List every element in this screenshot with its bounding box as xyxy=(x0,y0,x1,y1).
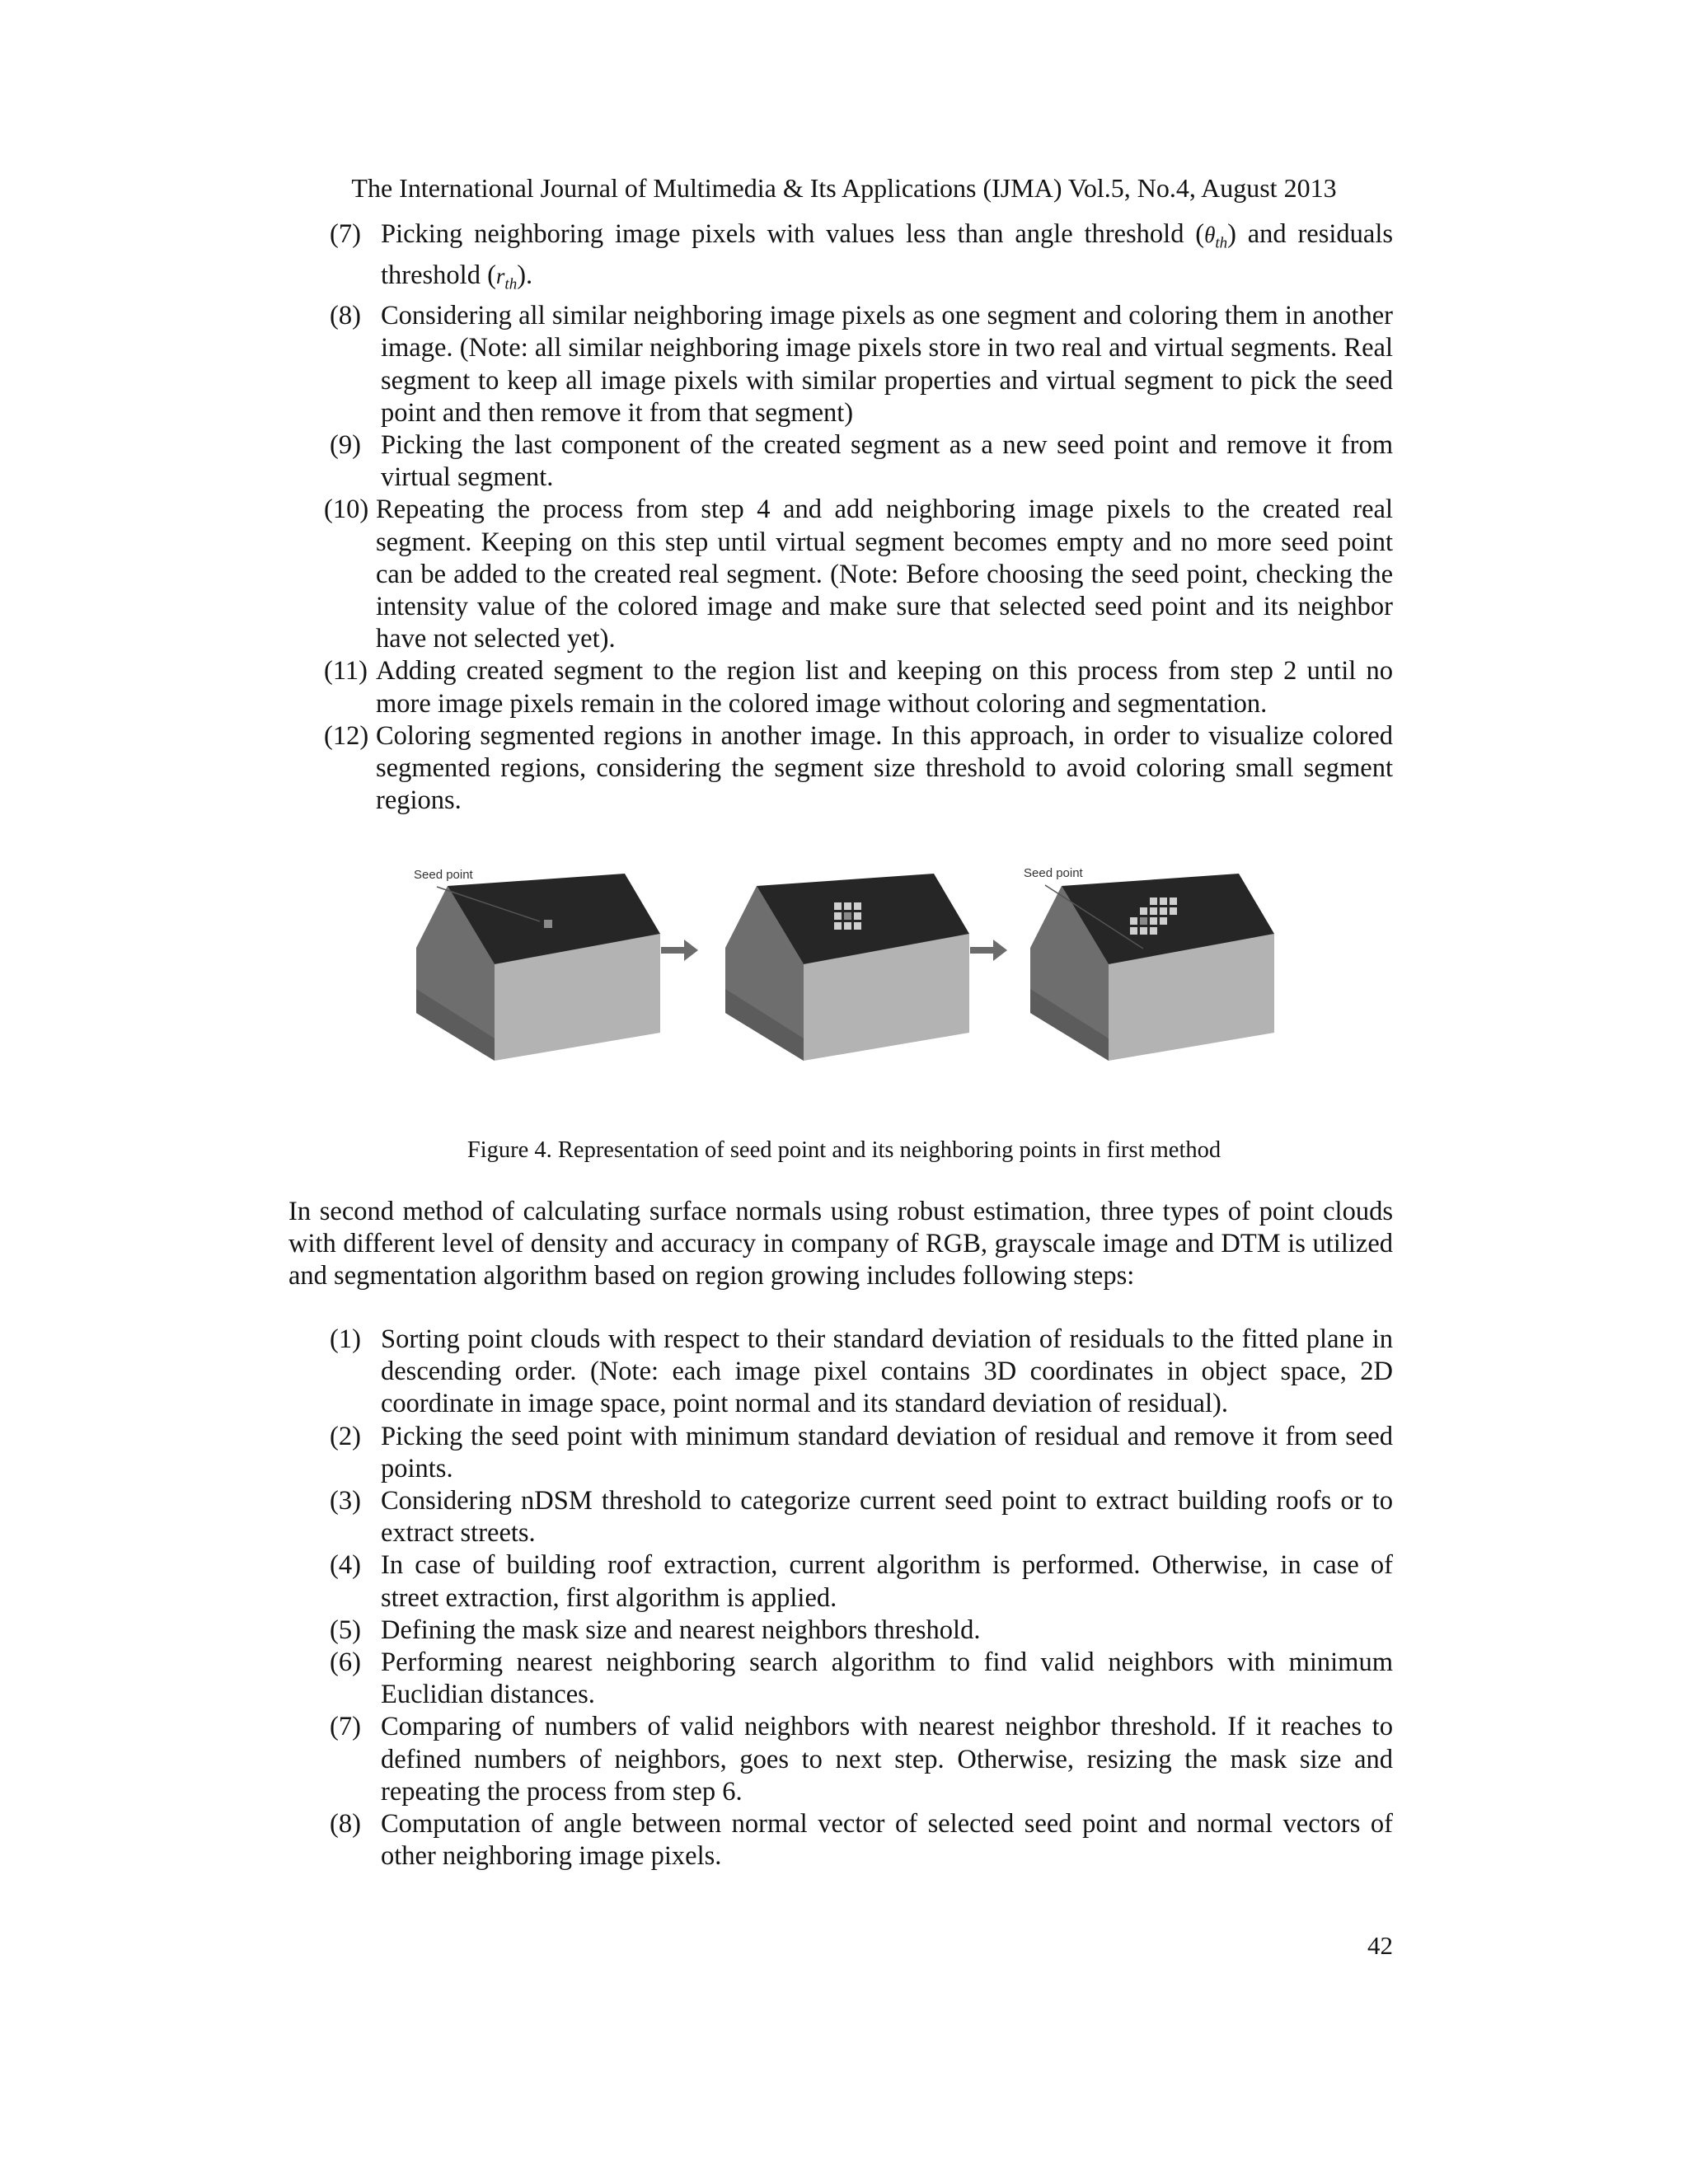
item-text: Picking neighboring image pixels with values less than angle threshold ( xyxy=(381,219,1205,249)
r-symbol xyxy=(495,263,518,293)
right-arrow-icon xyxy=(970,940,1007,961)
list-item xyxy=(324,720,1393,818)
running-header: The International Journal of Multimedia & Its Applications (IJMA) Vol.5, No.4, August 2013 xyxy=(351,173,1337,203)
item-text: Computation of angle between normal vector of selected seed point and normal vectors of other neighboring image pixels. xyxy=(381,1809,1393,1872)
item-text: Picking the last component of the created segment as a new seed point and remove it from virtual segment. xyxy=(381,430,1393,493)
list-item xyxy=(330,1549,1393,1614)
right-arrow-icon xyxy=(661,940,698,961)
item-text: Coloring segmented regions in another image. In this approach, in order to visualize colored segmented regions, considering the segment size threshold to avoid coloring small segment regions. xyxy=(376,720,1393,816)
list-item xyxy=(330,1485,1393,1549)
item-number: (7) xyxy=(330,219,361,249)
item-text: Defining the mask size and nearest neighbors threshold. xyxy=(381,1615,981,1645)
item-number: (8) xyxy=(330,1809,361,1840)
steps-list-first-method xyxy=(324,218,1393,817)
item-number: (1) xyxy=(330,1324,361,1354)
body-paragraph: In second method of calculating surface normals using robust estimation, three types of point clouds with different level of density and accuracy in company of RGB, grayscale image and DTM is utilized and segmentation algorithm based on region growing includes following steps: xyxy=(288,1197,1393,1291)
seed-point-figure xyxy=(404,857,1278,1080)
item-text: Considering nDSM threshold to categorize current seed point to extract building roofs or to extract streets. xyxy=(381,1486,1393,1549)
neighbor-pixel-grid xyxy=(834,902,861,930)
item-text: Considering all similar neighboring image pixels as one segment and coloring them in another image. (Note: all similar neighboring image pixels store in two real and virtual segments. Real segment to keep all image pixels with similar properties and virtual segment to pick the seed point and then remove it from that segment) xyxy=(381,301,1393,428)
item-number: (7) xyxy=(330,1712,361,1742)
list-item xyxy=(330,1647,1393,1711)
item-number: (5) xyxy=(330,1615,361,1645)
list-item xyxy=(330,429,1393,494)
item-text: ) and residuals threshold ( xyxy=(381,219,1393,290)
symbol-subscript: th xyxy=(1215,234,1228,252)
item-number: (9) xyxy=(330,430,361,460)
theta-symbol xyxy=(1204,223,1228,252)
seed-point-label: Seed point xyxy=(414,868,473,882)
seed-pixel xyxy=(544,920,552,928)
item-text: Picking the seed point with minimum standard deviation of residual and remove it from seed points. xyxy=(381,1421,1393,1483)
symbol-base: r xyxy=(495,263,505,288)
item-number: (3) xyxy=(330,1486,361,1516)
list-item xyxy=(324,655,1393,719)
item-text: In case of building roof extraction, current algorithm is performed. Otherwise, in case of street extraction, first algorithm is applied. xyxy=(381,1550,1393,1613)
item-text: ). xyxy=(517,260,533,290)
item-number: (11) xyxy=(324,656,368,687)
list-item xyxy=(330,1324,1393,1421)
list-item xyxy=(330,218,1393,300)
list-item xyxy=(330,1808,1393,1872)
item-text: Comparing of numbers of valid neighbors with nearest neighbor threshold. If it reaches to defined numbers of neighbors, goes to next step. Otherwise, resizing the mask size and repeating the process from step 6. xyxy=(381,1712,1393,1807)
page-number: 42 xyxy=(1367,1931,1393,1960)
item-text: Sorting point clouds with respect to their standard deviation of residuals to the fitted plane in descending order. (Note: each image pixel contains 3D coordinates in object space, 2D coordinate in image space, point normal and its standard deviation of residual). xyxy=(381,1324,1393,1419)
list-item xyxy=(330,1615,1393,1647)
item-number: (10) xyxy=(324,494,369,525)
item-number: (4) xyxy=(330,1550,361,1581)
item-text: Adding created segment to the region list and keeping on this process from step 2 until no more image pixels remain in the colored image without coloring and segmentation. xyxy=(376,656,1393,719)
item-number: (12) xyxy=(324,720,369,751)
house-step-3 xyxy=(1030,874,1274,1061)
seed-point-label: Seed point xyxy=(1024,866,1083,880)
house-step-2 xyxy=(725,874,969,1061)
symbol-subscript: th xyxy=(504,274,518,293)
item-number: (6) xyxy=(330,1647,361,1678)
list-item xyxy=(330,1711,1393,1808)
house-step-1 xyxy=(416,874,660,1061)
item-text: Performing nearest neighboring search algorithm to find valid neighbors with minimum Euclidian distances. xyxy=(381,1647,1393,1710)
figure-caption: Figure 4. Representation of seed point and its neighboring points in first method xyxy=(467,1137,1221,1163)
item-number: (8) xyxy=(330,301,361,331)
list-item xyxy=(330,1421,1393,1485)
item-number: (2) xyxy=(330,1421,361,1451)
steps-list-second-method xyxy=(330,1324,1393,1872)
list-item xyxy=(324,494,1393,655)
symbol-base: θ xyxy=(1204,223,1216,247)
list-item xyxy=(330,300,1393,429)
item-text: Repeating the process from step 4 and add neighboring image pixels to the created real segment. Keeping on this step until virtual segment becomes empty and no more seed point can be added to the created real segment. (Note: Before choosing the seed point, checking the intensity value of the colored image and make sure that selected seed point and its neighbor have not selected yet). xyxy=(376,494,1393,654)
